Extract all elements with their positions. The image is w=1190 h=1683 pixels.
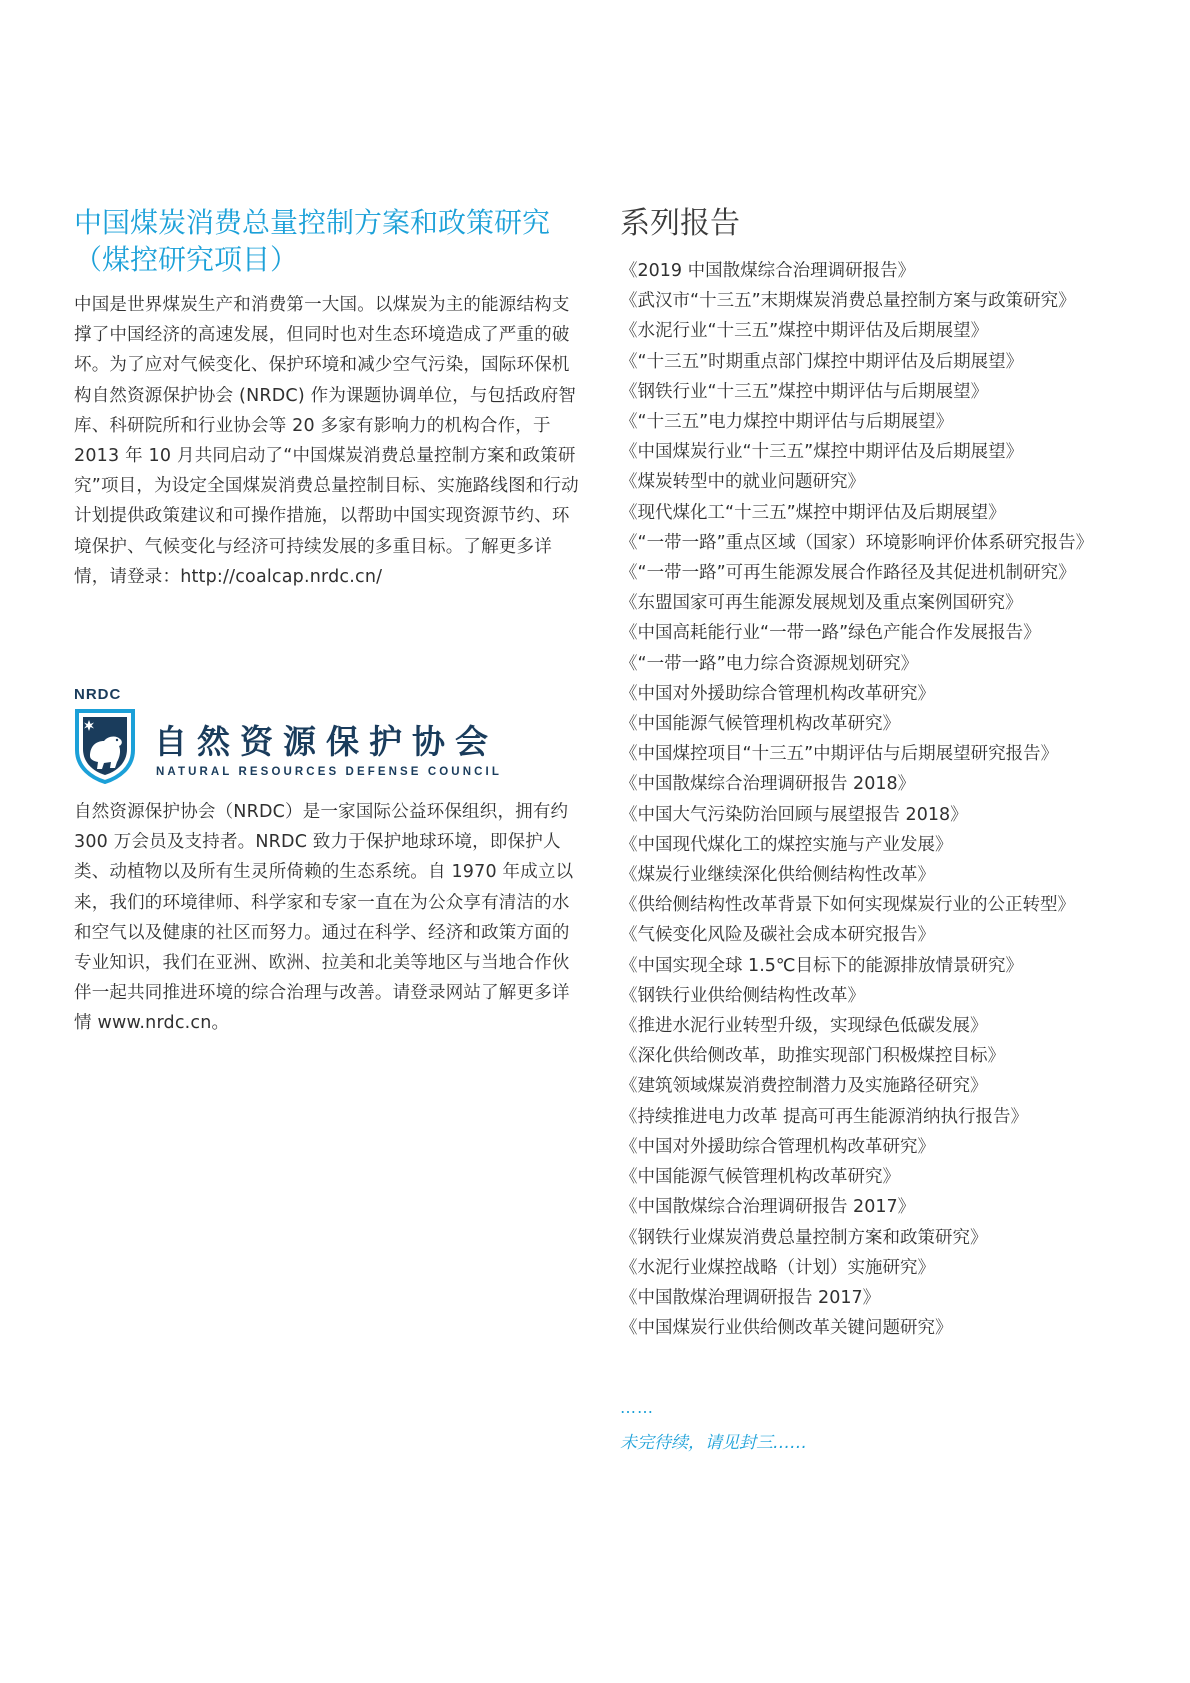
project-title-line2: （煤控研究项目） <box>74 243 299 276</box>
report-item: 《东盟国家可再生能源发展规划及重点案例国研究》 <box>620 593 1023 614</box>
project-section <box>74 204 586 592</box>
list-ellipsis: …… <box>620 1398 654 1417</box>
report-item: 《煤炭转型中的就业问题研究》 <box>620 472 865 493</box>
report-item: 《建筑领域煤炭消费控制潜力及实施路径研究》 <box>620 1076 988 1097</box>
report-item: 《中国对外援助综合管理机构改革研究》 <box>620 683 935 704</box>
report-item: 《推进水泥行业转型升级，实现绿色低碳发展》 <box>620 1016 988 1037</box>
report-item: 《钢铁行业煤炭消费总量控制方案和政策研究》 <box>620 1227 988 1248</box>
logo-abbreviation: NRDC <box>74 686 122 703</box>
report-item: 《现代煤化工“十三五”煤控中期评估及后期展望》 <box>620 502 1006 523</box>
report-item: 《钢铁行业供给侧结构性改革》 <box>620 985 865 1006</box>
report-item: 《中国散煤综合治理调研报告 2017》 <box>620 1197 916 1218</box>
report-item: 《中国对外援助综合管理机构改革研究》 <box>620 1136 935 1157</box>
logo-name-cn: 自然资源保护协会 <box>154 722 498 761</box>
report-item: 《“十三五”电力煤控中期评估与后期展望》 <box>620 412 954 433</box>
logo-name-en: NATURAL RESOURCES DEFENSE COUNCIL <box>156 766 502 778</box>
report-item: 《2019 中国散煤综合治理调研报告》 <box>620 261 916 281</box>
report-item: 《“一带一路”重点区域（国家）环境影响评价体系研究报告》 <box>620 532 1094 553</box>
continued-note: 未完待续，请见封三…… <box>620 1433 807 1453</box>
report-item: 《“一带一路”可再生能源发展合作路径及其促进机制研究》 <box>620 563 1076 584</box>
project-title <box>74 204 586 278</box>
nrdc-description: 自然资源保护协会（NRDC）是一家国际公益环保组织，拥有约 300 万会员及支持者。NRDC 致力于保护地球环境，即保护人类、动植物以及所有生灵所倚赖的生态系统。自 1970 年成立以来，我们的环境律师、科学家和专家一直在为公众享有清洁的水和空气以及健康的社区而努力。通过在科学、经济和政策方面的专业知识，我们在亚洲、欧洲、拉美和北美等地区与当地合作伙伴一起共同推进环境的综合治理与改善。请登录网站了解更多详情 www.nrdc.cn。 <box>74 802 574 1034</box>
report-item: 《中国大气污染防治回顾与展望报告 2018》 <box>620 804 968 825</box>
report-list <box>620 256 1100 1343</box>
report-item: 《中国煤炭行业供给侧改革关键问题研究》 <box>620 1318 953 1339</box>
project-title-line1: 中国煤炭消费总量控制方案和政策研究 <box>74 206 551 239</box>
report-item: 《“十三五”时期重点部门煤控中期评估及后期展望》 <box>620 351 1024 372</box>
report-item: 《煤炭行业继续深化供给侧结构性改革》 <box>620 865 935 886</box>
report-item: 《中国能源气候管理机构改革研究》 <box>620 714 900 735</box>
polar-bear-shield-icon <box>74 708 136 784</box>
report-item: 《“一带一路”电力综合资源规划研究》 <box>620 653 919 674</box>
report-item: 《钢铁行业“十三五”煤控中期评估与后期展望》 <box>620 381 989 402</box>
report-item: 《中国煤控项目“十三五”中期评估与后期展望研究报告》 <box>620 744 1059 765</box>
nrdc-logo <box>74 686 504 786</box>
report-item: 《深化供给侧改革，助推实现部门积极煤控目标》 <box>620 1046 1005 1067</box>
project-description: 中国是世界煤炭生产和消费第一大国。以煤炭为主的能源结构支撑了中国经济的高速发展，但同时也对生态环境造成了严重的破坏。为了应对气候变化、保护环境和减少空气污染，国际环保机构自然资源保护协会 (NRDC) 作为课题协调单位，与包括政府智库、科研院所和行业协会等 20 多家有影响力的机构合作，于 2013 年 10 月共同启动了“中国煤炭消费总量控制方案和政策研究”项目，为设定全国煤炭消费总量控制目标、实施路线图和行动计划提供政策建议和可操作措施，以帮助中国实现资源节约、环境保护、气候变化与经济可持续发展的多重目标。了解更多详情，请登录：http://coalcap.nrdc.cn/ <box>74 295 579 587</box>
report-item: 《水泥行业煤控战略（计划）实施研究》 <box>620 1257 935 1278</box>
report-item: 《中国散煤治理调研报告 2017》 <box>620 1287 881 1308</box>
report-item: 《武汉市“十三五”末期煤炭消费总量控制方案与政策研究》 <box>620 291 1076 312</box>
series-section <box>620 206 1100 1343</box>
report-item: 《中国高耗能行业“一带一路”绿色产能合作发展报告》 <box>620 623 1041 644</box>
report-item: 《中国现代煤化工的煤控实施与产业发展》 <box>620 834 953 855</box>
report-item: 《水泥行业“十三五”煤控中期评估及后期展望》 <box>620 321 989 342</box>
report-item: 《气候变化风险及碳社会成本研究报告》 <box>620 925 935 946</box>
report-item: 《中国散煤综合治理调研报告 2018》 <box>620 774 916 795</box>
series-title: 系列报告 <box>620 206 740 241</box>
report-item: 《供给侧结构性改革背景下如何实现煤炭行业的公正转型》 <box>620 895 1075 916</box>
report-item: 《持续推进电力改革 提高可再生能源消纳执行报告》 <box>620 1106 1029 1127</box>
report-item: 《中国煤炭行业“十三五”煤控中期评估及后期展望》 <box>620 442 1024 463</box>
report-item: 《中国能源气候管理机构改革研究》 <box>620 1167 900 1188</box>
report-item: 《中国实现全球 1.5℃目标下的能源排放情景研究》 <box>620 955 1024 976</box>
